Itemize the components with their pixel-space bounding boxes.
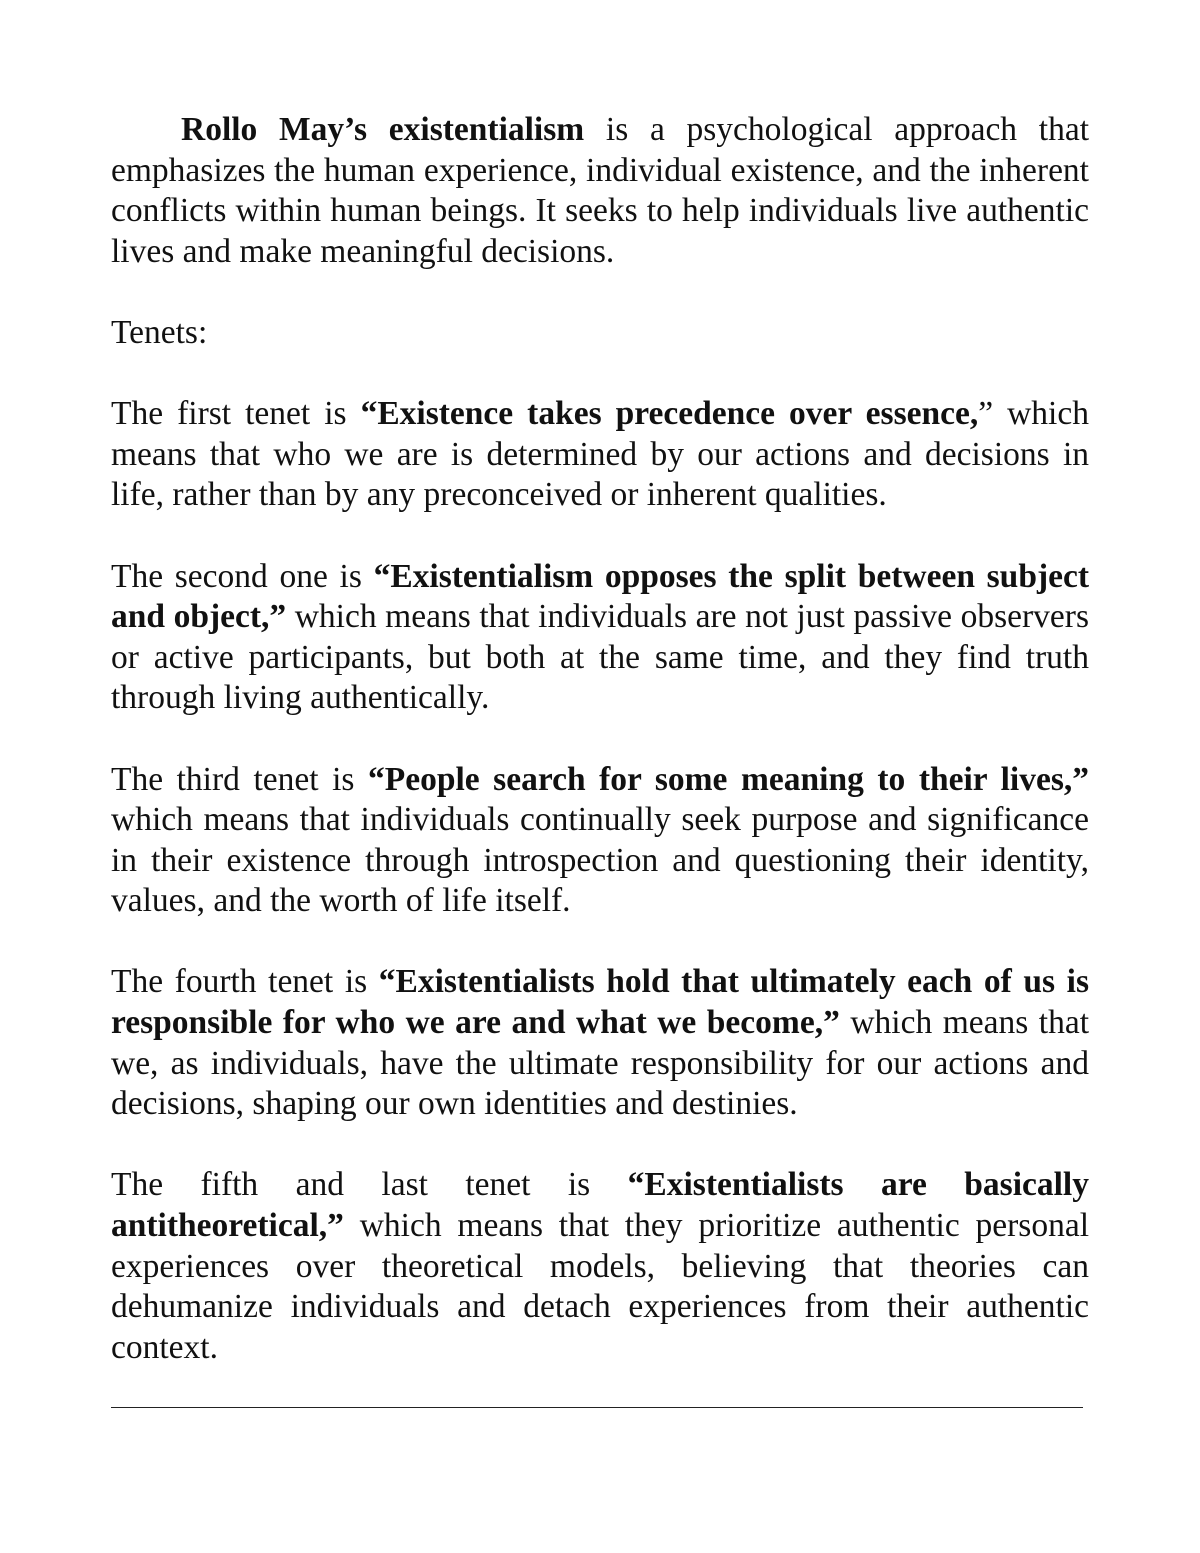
tenet-5-before: The fifth and last tenet is [111,1166,628,1204]
tenet-5-quote: “Existentialists are basically antitheoretical,” [111,1166,1089,1245]
tenet-4-quote: “Existentialists hold that ultimately each of us is responsible for who we are and what we become,” [111,963,1089,1042]
tenet-2-quote: “Existentialism opposes the split between subject and object,” [111,557,1089,636]
tenet-3-before: The third tenet is [111,760,368,798]
horizontal-rule [111,1407,1083,1408]
tenet-3-quote: “People search for some meaning to their lives,” [368,760,1089,798]
tenet-3-after: which means that individuals continually seek purpose and significance in their existence through introspection and questioning their identity, values, and the worth of life itself. [111,801,1089,920]
intro-text: is a psychological approach that emphasizes the human experience, individual existence, and the inherent conflicts within human beings. It seeks to help individuals live authentic lives and make meaningful decisions. [111,111,1090,270]
tenet-1-before: The first tenet is [111,395,361,433]
tenet-2-after: which means that individuals are not just passive observers or active participants, but both at the same time, and they find truth through living authentically. [111,598,1089,717]
intro-paragraph [111,110,1089,272]
tenet-paragraph-1 [111,394,1089,516]
tenets-heading: Tenets: [111,313,208,351]
tenet-paragraph-5 [111,1165,1089,1368]
intro-bold-lead: Rollo May’s existentialism [181,111,585,148]
tenet-4-before: The fourth tenet is [111,963,379,1001]
tenet-4-after: which means that we, as individuals, have the ultimate responsibility for our actions and decisions, shaping our own identities and destinies. [111,1004,1090,1123]
document-page [111,110,1089,1409]
tenet-paragraph-3 [111,760,1089,922]
tenet-1-quote: “Existence takes precedence over essence, [360,395,979,433]
tenet-paragraph-2 [111,557,1089,719]
tenet-5-after: which means that they prioritize authentic personal experiences over theoretical models, believing that theories can dehumanize individuals and detach experiences from their authentic context. [111,1207,1089,1366]
tenet-2-before: The second one is [111,557,374,595]
tenet-paragraph-4 [111,962,1089,1124]
tenet-1-after: ” which means that who we are is determined by our actions and decisions in life, rather than by any preconceived or inherent qualities. [111,395,1089,514]
